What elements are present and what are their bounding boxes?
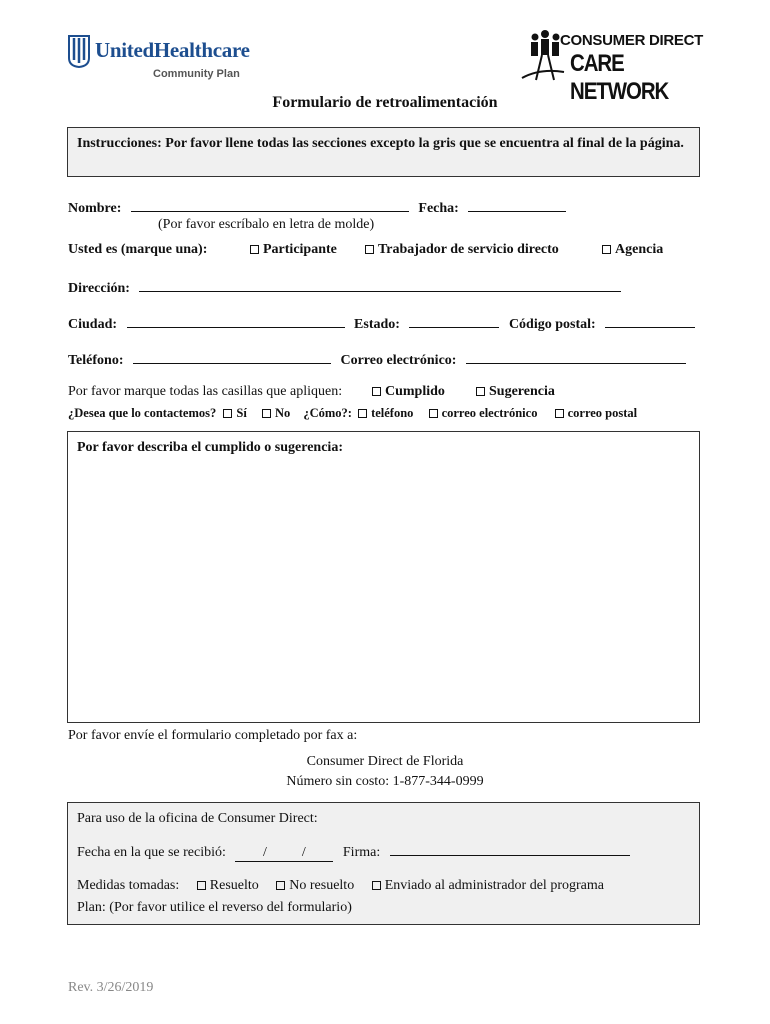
worker-checkbox[interactable]	[365, 245, 374, 254]
office-use-box	[67, 802, 700, 925]
received-label: Fecha en la que se recibió:	[77, 845, 226, 860]
address-row	[68, 278, 621, 297]
cdcn-bottom-text: CARE NETWORK	[570, 50, 669, 105]
consumer-direct-logo	[520, 26, 710, 105]
signature-field[interactable]	[390, 842, 630, 856]
participant-label: Participante	[263, 242, 337, 257]
zip-field[interactable]	[605, 314, 695, 328]
agency-checkbox[interactable]	[602, 245, 611, 254]
name-field[interactable]	[131, 198, 409, 212]
date-field[interactable]	[468, 198, 566, 212]
sent-admin-checkbox[interactable]	[372, 881, 381, 890]
resolved-checkbox[interactable]	[197, 881, 206, 890]
phone-row	[68, 350, 686, 369]
suggestion-checkbox[interactable]	[476, 387, 485, 396]
office-actions-row	[77, 878, 604, 894]
role-worker-option[interactable]	[365, 242, 559, 258]
date-label: Fecha:	[418, 201, 459, 216]
role-participant-option[interactable]	[250, 242, 337, 258]
role-agency-option[interactable]	[602, 242, 663, 258]
uhc-shield-icon	[68, 34, 90, 68]
name-hint: (Por favor escríbalo en letra de molde)	[158, 217, 375, 232]
form-title: Formulario de retroalimentación	[272, 94, 498, 111]
compliment-label: Cumplido	[385, 384, 445, 399]
unresolved-checkbox[interactable]	[276, 881, 285, 890]
suggestion-option[interactable]	[476, 384, 555, 400]
how-label: ¿Cómo?:	[303, 406, 352, 420]
email-checkbox[interactable]	[429, 409, 438, 418]
city-field[interactable]	[127, 314, 345, 328]
mail-checkbox[interactable]	[555, 409, 564, 418]
contact-row	[68, 406, 637, 421]
zip-label: Código postal:	[508, 317, 596, 332]
office-plan: Plan: (Por favor utilice el reverso del formulario)	[77, 900, 352, 915]
worker-label: Trabajador de servicio directo	[378, 242, 559, 257]
city-row	[68, 314, 695, 333]
office-heading: Para uso de la oficina de Consumer Direct:	[77, 811, 318, 826]
address-field[interactable]	[139, 278, 621, 292]
phone-field[interactable]	[133, 350, 331, 364]
contact-yes-option[interactable]	[223, 406, 246, 420]
by-phone-option[interactable]	[358, 406, 413, 420]
date-slashes: / /	[263, 845, 306, 860]
role-label: Usted es (marque una):	[68, 242, 208, 257]
state-label: Estado:	[354, 317, 400, 332]
no-checkbox[interactable]	[262, 409, 271, 418]
fax-intro: Por favor envíe el formulario completado por fax a:	[68, 728, 358, 743]
received-date-field[interactable]	[235, 845, 333, 862]
instructions-box: Instrucciones: Por favor llene todas las secciones excepto la gris que se encuentra al final de la página.	[67, 127, 700, 177]
uhc-community-plan: Community Plan	[153, 68, 240, 80]
unresolved-option[interactable]	[276, 878, 354, 893]
contact-no-option[interactable]	[262, 406, 290, 420]
email-field[interactable]	[466, 350, 686, 364]
address-label: Dirección:	[68, 281, 130, 296]
uhc-wordmark: UnitedHealthcare	[95, 38, 250, 62]
yes-label: Sí	[236, 406, 247, 420]
resolved-option[interactable]	[197, 878, 259, 893]
actions-label: Medidas tomadas:	[77, 878, 180, 893]
description-label: Por favor describa el cumplido o sugerencia:	[77, 440, 343, 455]
yes-checkbox[interactable]	[223, 409, 232, 418]
email-label: Correo electrónico:	[340, 353, 457, 368]
phone-option-label: teléfono	[371, 406, 414, 420]
sent-admin-option[interactable]	[372, 878, 604, 893]
city-label: Ciudad:	[68, 317, 118, 332]
no-label: No	[274, 406, 291, 420]
description-box[interactable]	[67, 431, 700, 723]
mail-option-label: correo postal	[567, 406, 638, 420]
signature-label: Firma:	[342, 845, 381, 860]
revision-date: Rev. 3/26/2019	[68, 980, 154, 995]
email-option-label: correo electrónico	[441, 406, 538, 420]
state-field[interactable]	[409, 314, 499, 328]
compliment-option[interactable]	[372, 384, 445, 400]
sent-admin-label: Enviado al administrador del programa	[384, 878, 604, 893]
agency-label: Agencia	[615, 242, 664, 257]
name-label: Nombre:	[68, 201, 122, 216]
phone-label: Teléfono:	[68, 353, 124, 368]
resolved-label: Resuelto	[209, 878, 259, 893]
suggestion-label: Sugerencia	[489, 384, 555, 399]
compliment-checkbox[interactable]	[372, 387, 381, 396]
fax-number: Número sin costo: 1-877-344-0999	[286, 774, 484, 789]
contact-label: ¿Desea que lo contactemos?	[68, 406, 217, 420]
mark-all-label: Por favor marque todas las casillas que apliquen:	[68, 384, 343, 399]
by-email-option[interactable]	[429, 406, 538, 420]
phone-checkbox[interactable]	[358, 409, 367, 418]
name-row	[68, 198, 566, 217]
fax-org: Consumer Direct de Florida	[306, 754, 464, 769]
participant-checkbox[interactable]	[250, 245, 259, 254]
unitedhealthcare-logo	[68, 32, 258, 84]
by-mail-option[interactable]	[555, 406, 638, 420]
cdcn-top-text: CONSUMER DIRECT	[560, 32, 704, 49]
office-received-row	[77, 842, 630, 862]
unresolved-label: No resuelto	[289, 878, 355, 893]
